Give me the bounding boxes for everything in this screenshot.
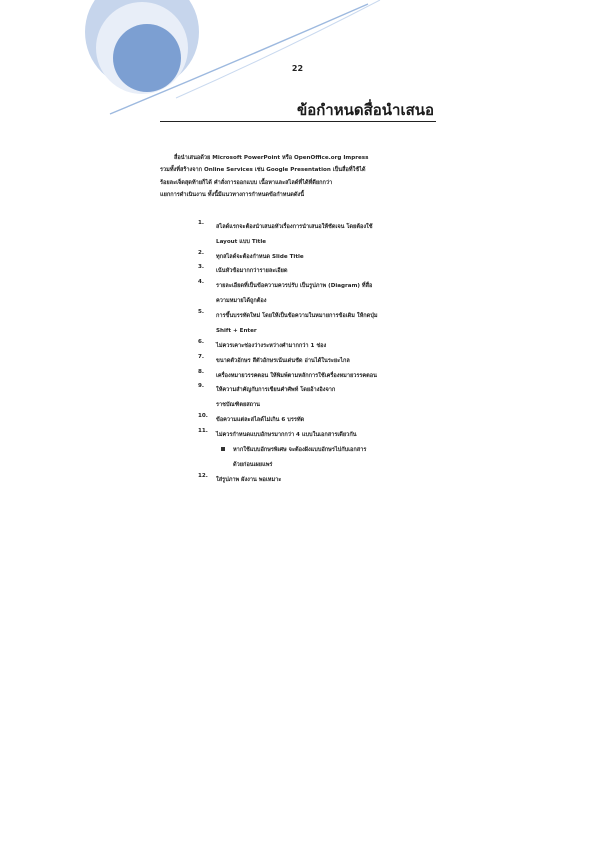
item-text: เน้นหัวข้อมากกว่ารายละเอียด	[216, 268, 288, 274]
page-title: ข้อกำหนดสื่อนำเสนอ	[296, 101, 434, 119]
item-number: 7.	[198, 354, 205, 360]
intro-line: สื่อนำเสนอด้วย Microsoft PowerPoint หรือ OpenOffice.org Impress	[174, 155, 369, 161]
item-text: ใส่รูปภาพ ผังงาน พอเหมาะ	[216, 477, 282, 483]
item-number: 8.	[198, 369, 205, 375]
bullet-text: หากใช้แบบอักษรพิเศษ จะต้องฝังแบบอักษรไปกับเอกสาร	[233, 447, 367, 453]
item-number: 1.	[198, 220, 205, 226]
item-number: 12.	[198, 473, 208, 479]
title-underline	[160, 121, 436, 122]
intro-line: แยกการดำเนินงาน ทั้งนี้มีแนวทางการกำหนดข้อกำหนดดังนี้	[160, 191, 305, 198]
intro-paragraph	[160, 152, 436, 201]
item-text: ทุกสไลด์จะต้องกำหนด Slide Title	[216, 254, 304, 260]
item-text: Layout แบบ Title	[216, 239, 267, 245]
item-text: ไม่ควรเคาะช่องว่างระหว่างคำมากกว่า 1 ช่อง	[216, 343, 327, 349]
item-number: 3.	[198, 264, 205, 270]
item-text: ให้ความสำคัญกับการเขียนคำศัพท์ โดยอ้างอิงจาก	[216, 387, 336, 393]
item-text: การขึ้นบรรทัดใหม่ โดยให้เป็นข้อความในหมายการข้อเดิม ให้กดปุ่ม	[216, 313, 378, 319]
swoosh-line-2	[176, 0, 380, 98]
item-text: ขนาดตัวอักษร สีตัวอักษรเน้นเด่นชัด อ่านได้ในระยะไกล	[216, 358, 350, 364]
item-number: 10.	[198, 413, 208, 419]
item-number: 9.	[198, 383, 205, 389]
bullet-text: ด้วยก่อนเผยแพร่	[233, 462, 273, 468]
item-number: 11.	[198, 428, 208, 434]
item-number: 5.	[198, 309, 205, 315]
item-text: รายละเอียดที่เป็นข้อความควรปรับ เป็นรูปภาพ (Diagram) ที่สื่อ	[216, 283, 373, 289]
intro-line: ร้อยละเจ็ดสุดท้ายก็ได้ คำสั่งการออกแบบ เนื้อหาและสไลด์ที่ได้ที่ดียกกว่า	[160, 179, 333, 186]
decorative-circles	[0, 0, 595, 160]
item-number: 4.	[198, 279, 205, 285]
item-number: 2.	[198, 250, 205, 256]
item-text: ไม่ควรกำหนดแบบอักษรมากกว่า 4 แบบในเอกสารเดียวกัน	[216, 432, 357, 438]
item-number: 6.	[198, 339, 205, 345]
item-text: สไลด์แรกจะต้องนำเสนอหัวเรื่องการนำเสนอให้ชัดเจน โดยต้องใช้	[216, 224, 373, 230]
item-text: ราชบัณฑิตยสถาน	[216, 402, 261, 408]
item-text: Shift + Enter	[216, 328, 257, 334]
item-text: ข้อความแต่ละสไลด์ไม่เกิน 6 บรรทัด	[216, 417, 305, 423]
item-text: เครื่องหมายวรรคตอน ให้พิมพ์ตามหลักการใช้เครื่องหมายวรรคตอน	[216, 373, 377, 379]
page-number: 22	[291, 64, 304, 73]
intro-line: รวมทั้งที่สร้างจาก Online Services เช่น Google Presentation เป็นสื่อที่ใช้ได้	[160, 167, 366, 174]
inner-circle	[113, 24, 181, 92]
bullet-square-icon	[221, 447, 225, 451]
item-text: ความหมายได้ถูกต้อง	[216, 298, 267, 304]
